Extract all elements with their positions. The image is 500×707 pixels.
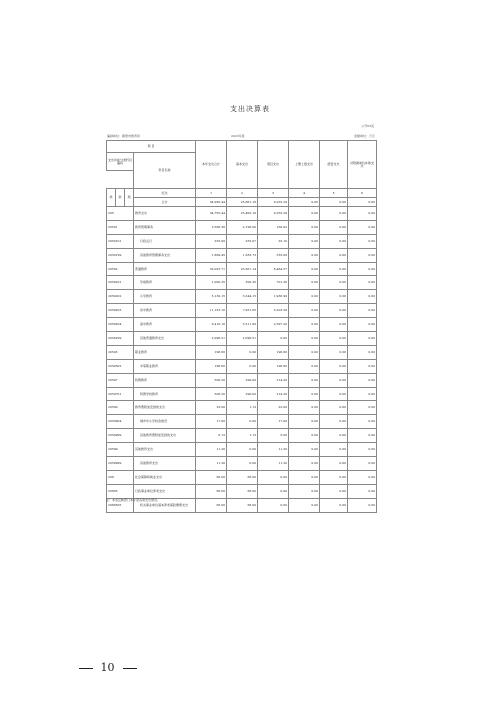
row-value: 0.00	[258, 332, 289, 346]
row-value: 0.00	[348, 470, 377, 484]
row-name: 行政事业单位养老支出	[134, 484, 196, 498]
row-name: 其他普通教育支出	[134, 332, 196, 346]
row-value: 0.00	[289, 484, 320, 498]
row-value: 2,196.00	[227, 220, 258, 234]
row-value: 17.00	[258, 415, 289, 429]
row-value: 0.00	[289, 387, 320, 401]
row-code: 205	[107, 207, 134, 221]
row-name: 行政运行	[134, 234, 196, 248]
row-value: 0.00	[289, 359, 320, 373]
table-row	[107, 220, 377, 234]
row-value: 0.00	[320, 220, 348, 234]
row-name: 特殊教育	[134, 373, 196, 387]
row-value: 8,464.57	[258, 262, 289, 276]
row-value: 0.00	[320, 359, 348, 373]
row-code: 2050204	[107, 318, 134, 332]
row-value: 0.00	[348, 359, 377, 373]
header-xiang: 项	[125, 189, 134, 207]
table-row	[107, 234, 377, 248]
row-value: 0.00	[289, 207, 320, 221]
row-value: 25,495.16	[227, 207, 258, 221]
row-value: 506.20	[196, 373, 227, 387]
row-value: 0.00	[320, 345, 348, 359]
row-value: 25.10	[258, 234, 289, 248]
row-value: 196.60	[258, 359, 289, 373]
row-value: 0.00	[258, 470, 289, 484]
row-value: 5,130.15	[196, 290, 227, 304]
row-value: 66.00	[196, 484, 227, 498]
form-code: 公开03表	[361, 124, 374, 128]
row-value: 0.00	[348, 207, 377, 221]
row-value: 0.00	[348, 248, 377, 262]
row-value: 0.00	[320, 484, 348, 498]
row-value: 196.60	[196, 359, 227, 373]
row-value: 6,410.10	[196, 318, 227, 332]
row-value: 0.00	[227, 359, 258, 373]
header-basic: 基本支出	[227, 141, 258, 189]
row-code: 2050302	[107, 359, 134, 373]
row-value: 290.00	[227, 373, 258, 387]
row-name: 初中教育	[134, 304, 196, 318]
page-number	[0, 661, 215, 674]
row-code: 20599	[107, 443, 134, 457]
row-code: 2050202	[107, 290, 134, 304]
row-value: 0.00	[289, 262, 320, 276]
total-cell: 0.00	[348, 198, 377, 207]
row-value: 196.60	[196, 345, 227, 359]
row-value: 0.00	[289, 332, 320, 346]
row-value: 0.00	[348, 401, 377, 415]
row-name: 城市中小学校舍建设	[134, 415, 196, 429]
row-value: 0.00	[227, 415, 258, 429]
row-code: 208	[107, 470, 134, 484]
row-code: 2050299	[107, 332, 134, 346]
row-name: 教育管理事务	[134, 220, 196, 234]
col-num: 3	[258, 189, 289, 198]
row-value: 2,597.20	[258, 318, 289, 332]
row-value: 5.00	[258, 429, 289, 443]
row-value: 335.69	[258, 248, 289, 262]
row-value: 169.92	[258, 220, 289, 234]
row-value: 0.00	[320, 457, 348, 471]
row-value: 290.00	[227, 387, 258, 401]
row-value: 0.00	[348, 220, 377, 234]
table-row	[107, 387, 377, 401]
row-code: 20509	[107, 401, 134, 415]
page-number-text: 10	[100, 661, 115, 674]
table-row	[107, 401, 377, 415]
table-row	[107, 484, 377, 498]
row-value: 0.00	[289, 415, 320, 429]
row-name: 社会保障和就业支出	[134, 470, 196, 484]
header-lei: 类	[107, 189, 116, 207]
dash-right	[123, 668, 137, 669]
row-value: 11.20	[196, 457, 227, 471]
row-value: 0.00	[289, 443, 320, 457]
row-value: 0.00	[320, 318, 348, 332]
row-value: 1,869.45	[196, 248, 227, 262]
row-name: 特殊学校教育	[134, 387, 196, 401]
row-value: 9,255.29	[258, 207, 289, 221]
table-row	[107, 457, 377, 471]
row-value: 0.00	[320, 415, 348, 429]
row-code: 2080505	[107, 498, 134, 512]
row-value: 0.00	[320, 401, 348, 415]
table-row	[107, 470, 377, 484]
row-code: 2050201	[107, 276, 134, 290]
row-value: 0.00	[320, 234, 348, 248]
table-row	[107, 373, 377, 387]
row-value: 7,951.65	[227, 304, 258, 318]
row-value: 23,561.14	[227, 262, 258, 276]
col-num: 4	[289, 189, 320, 198]
row-value: 0.00	[320, 207, 348, 221]
row-value: 0.00	[289, 498, 320, 512]
year-label: 2023年度	[231, 134, 245, 138]
row-value: 0.00	[348, 443, 377, 457]
row-value: 1,936.99	[258, 290, 289, 304]
header-subsidy: 对附属单位补助支出	[348, 141, 377, 189]
row-code: 20503	[107, 345, 134, 359]
header-code: 支出功能分类科目编码	[107, 153, 134, 171]
row-value: 0.00	[348, 429, 377, 443]
row-value: 0.00	[289, 318, 320, 332]
row-value: 0.00	[348, 304, 377, 318]
row-code: 2050203	[107, 304, 134, 318]
row-name: 教育支出	[134, 207, 196, 221]
row-value: 0.00	[348, 457, 377, 471]
row-name: 其他教育管理事务支出	[134, 248, 196, 262]
row-value: 701.30	[258, 276, 289, 290]
row-value: 255.09	[196, 234, 227, 248]
row-code: 2059999	[107, 457, 134, 471]
header-project: 项 目	[107, 141, 196, 153]
row-value: 3,203.39	[258, 304, 289, 318]
row-value: 1.13	[227, 401, 258, 415]
row-value: 0.00	[258, 484, 289, 498]
row-value: 0.00	[348, 387, 377, 401]
row-value: 0.00	[258, 498, 289, 512]
row-name: 机关事业单位基本养老保险缴费支出	[134, 498, 196, 512]
row-value: 0.00	[348, 484, 377, 498]
row-code: 2050999	[107, 429, 134, 443]
total-cell: 0.00	[289, 198, 320, 207]
row-value: 66.00	[196, 470, 227, 484]
row-value: 0.00	[348, 373, 377, 387]
row-value: 196.60	[258, 345, 289, 359]
row-value: 0.00	[289, 304, 320, 318]
row-name: 职业教育	[134, 345, 196, 359]
row-value: 66.00	[227, 484, 258, 498]
row-code: 2050199	[107, 248, 134, 262]
table-row	[107, 443, 377, 457]
row-value: 32,025.71	[196, 262, 227, 276]
table-row	[107, 429, 377, 443]
row-name: 普通教育	[134, 262, 196, 276]
row-value: 0.00	[227, 345, 258, 359]
row-code: 20805	[107, 484, 134, 498]
row-value: 0.00	[289, 457, 320, 471]
row-value: 0.00	[320, 387, 348, 401]
table-row	[107, 290, 377, 304]
row-value: 0.00	[320, 498, 348, 512]
table-row	[107, 332, 377, 346]
table-row	[107, 345, 377, 359]
row-value: 1,000.35	[196, 276, 227, 290]
header-name: 科目名称	[134, 153, 196, 189]
row-value: 23.00	[196, 401, 227, 415]
row-value: 0.00	[320, 332, 348, 346]
row-value: 0.00	[348, 290, 377, 304]
total-cell: 9,255.29	[258, 198, 289, 207]
page-title: 支出决算表	[230, 105, 270, 113]
row-value: 0.00	[289, 234, 320, 248]
row-value: 0.00	[320, 290, 348, 304]
row-name: 其他教育费附加安排的支出	[134, 429, 196, 443]
header-business: 经营支出	[320, 141, 348, 189]
table-row	[107, 304, 377, 318]
dash-left	[79, 668, 93, 669]
row-value: 0.00	[289, 429, 320, 443]
row-value: 0.00	[348, 415, 377, 429]
col-num: 6	[348, 189, 377, 198]
row-value: 214.20	[258, 373, 289, 387]
row-value: 17.00	[196, 415, 227, 429]
total-cell: 34,936.44	[196, 198, 227, 207]
table-row	[107, 359, 377, 373]
row-value: 66.00	[196, 498, 227, 512]
row-value: 0.00	[320, 470, 348, 484]
row-name: 其他教育支出	[134, 457, 196, 471]
row-value: 0.00	[348, 318, 377, 332]
row-name: 小学教育	[134, 290, 196, 304]
table-row	[107, 276, 377, 290]
row-value: 0.00	[348, 234, 377, 248]
unit-label: 编制单位：鹤壁市教育局	[107, 134, 141, 138]
row-value: 22.00	[258, 401, 289, 415]
col-num: 1	[196, 189, 227, 198]
row-name: 其他教育支出	[134, 443, 196, 457]
row-value: 1,583.73	[227, 248, 258, 262]
table-note: 注：本表反映部门本年度各项支出情况。	[106, 498, 161, 502]
row-value: 2,096.51	[227, 332, 258, 346]
row-code: 20507	[107, 373, 134, 387]
row-name: 学前教育	[134, 276, 196, 290]
row-value: 66.00	[227, 470, 258, 484]
row-value: 0.00	[348, 262, 377, 276]
total-row	[107, 198, 377, 207]
row-value: 0.00	[227, 457, 258, 471]
row-code: 2050701	[107, 387, 134, 401]
row-value: 506.20	[196, 387, 227, 401]
row-value: 0.00	[289, 345, 320, 359]
row-value: 3,244.15	[227, 290, 258, 304]
row-value: 1.13	[227, 429, 258, 443]
currency-label: 金额单位：万元	[353, 134, 375, 138]
row-value: 0.00	[320, 443, 348, 457]
row-value: 3,511.90	[227, 318, 258, 332]
expenditure-table	[106, 140, 377, 513]
row-value: 214.20	[258, 387, 289, 401]
col-num: 2	[227, 189, 258, 198]
row-value: 11,155.10	[196, 304, 227, 318]
row-value: 0.00	[289, 220, 320, 234]
table-row	[107, 318, 377, 332]
row-value: 0.00	[227, 443, 258, 457]
row-code: 20502	[107, 262, 134, 276]
row-value: 11.20	[196, 443, 227, 457]
row-value: 0.00	[320, 429, 348, 443]
row-value: 11.20	[258, 457, 289, 471]
row-value: 66.00	[227, 498, 258, 512]
total-cell: 25,681.16	[227, 198, 258, 207]
row-name: 中等职业教育	[134, 359, 196, 373]
row-value: 255.07	[227, 234, 258, 248]
row-value: 0.00	[289, 276, 320, 290]
row-code: 20501	[107, 220, 134, 234]
row-value: 0.00	[320, 304, 348, 318]
row-value: 300.35	[227, 276, 258, 290]
row-value: 2,096.51	[196, 332, 227, 346]
row-value: 6.13	[196, 429, 227, 443]
table-row	[107, 262, 377, 276]
header-project-exp: 项目支出	[258, 141, 289, 189]
row-value: 0.00	[289, 373, 320, 387]
row-value: 34,750.44	[196, 207, 227, 221]
row-value: 0.00	[348, 345, 377, 359]
header-operating: 上缴上级支出	[289, 141, 320, 189]
col-num: 5	[320, 189, 348, 198]
total-label: 合计	[134, 198, 196, 207]
table-row	[107, 415, 377, 429]
row-value: 11.20	[258, 443, 289, 457]
total-cell: 0.00	[320, 198, 348, 207]
row-name: 高中教育	[134, 318, 196, 332]
row-value: 0.00	[348, 276, 377, 290]
header-lanci: 栏次	[134, 189, 196, 198]
row-value: 0.00	[348, 332, 377, 346]
row-value: 0.00	[289, 401, 320, 415]
row-value: 0.00	[320, 276, 348, 290]
row-value: 0.00	[320, 262, 348, 276]
row-value: 2,366.38	[196, 220, 227, 234]
row-value: 0.00	[289, 290, 320, 304]
row-code: 2050101	[107, 234, 134, 248]
row-value: 0.00	[348, 498, 377, 512]
table-row	[107, 207, 377, 221]
row-value: 0.00	[289, 470, 320, 484]
row-code: 2050904	[107, 415, 134, 429]
row-value: 0.00	[320, 248, 348, 262]
row-value: 0.00	[320, 373, 348, 387]
header-kuan: 款	[116, 189, 125, 207]
header-total: 本年支出合计	[196, 141, 227, 189]
table-row	[107, 248, 377, 262]
row-name: 教育费附加安排的支出	[134, 401, 196, 415]
row-value: 0.00	[289, 248, 320, 262]
